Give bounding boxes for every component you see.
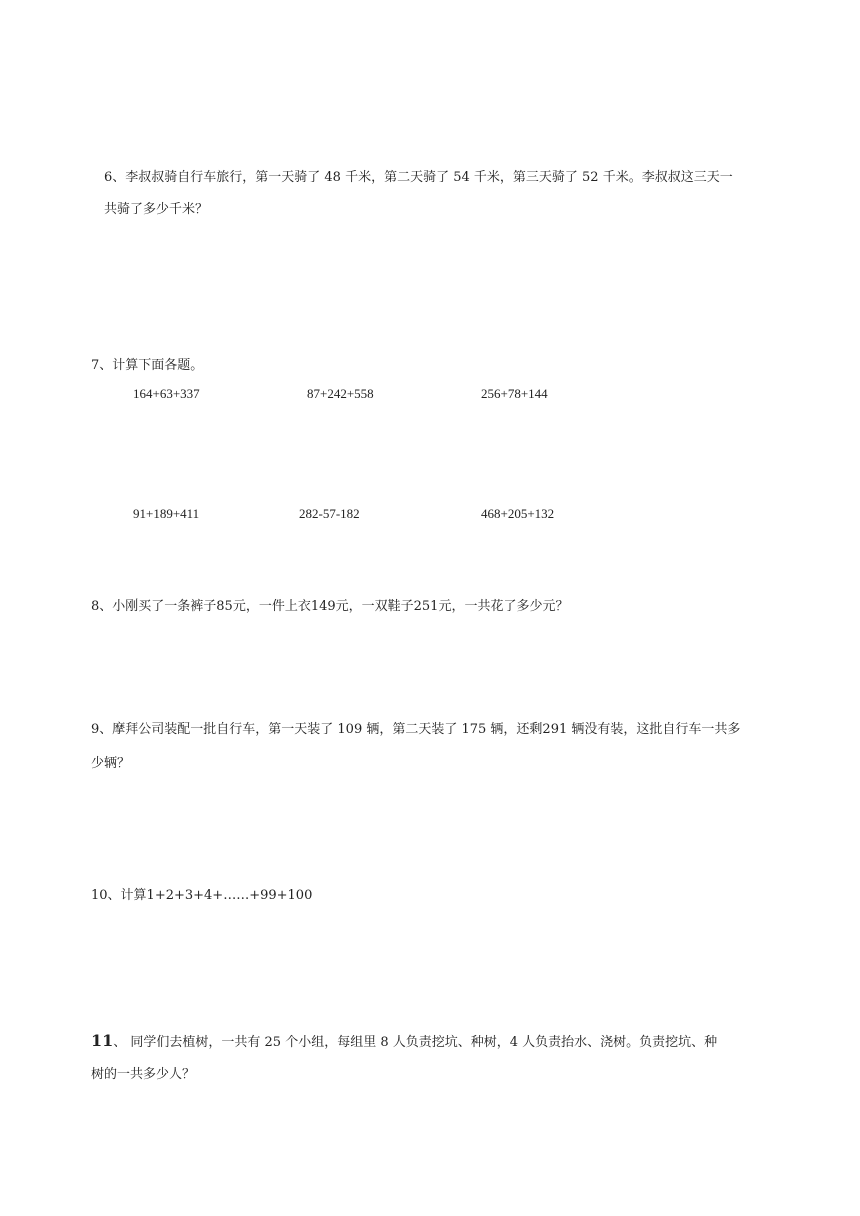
q7-expr-1: 164+63+337 (133, 386, 200, 401)
q11-line1 (91, 1033, 717, 1049)
q7-title: 7、计算下面各题。 (91, 358, 204, 373)
q7-expr-6: 468+205+132 (481, 506, 555, 521)
q7-expr-5: 282-57-182 (299, 506, 360, 521)
q11-text: 、 同学们去植树，一共有 25 个小组，每组里 8 人负责挖坑、种树，4 人负责抬水、浇树。负责挖坑、种 (113, 1035, 718, 1050)
q9-line1: 9、摩拜公司装配一批自行车，第一天装了 109 辆，第二天装了 175 辆，还剩291 辆没有装，这批自行车一共多 (91, 722, 741, 737)
q6-line2: 共骑了多少千米？ (104, 202, 209, 217)
q6-line1: 6、李叔叔骑自行车旅行，第一天骑了 48 千米，第二天骑了 54 千米，第三天骑了 52 千米。李叔叔这三天一 (104, 170, 733, 185)
q11-number: 11 (91, 1031, 114, 1050)
q9-line2: 少辆？ (91, 756, 131, 771)
q11-line2: 树的一共多少人？ (91, 1067, 196, 1082)
q7-expr-3: 256+78+144 (481, 386, 548, 401)
q10-line1: 10、计算1+2+3+4+……+99+100 (91, 888, 313, 903)
q7-expr-2: 87+242+558 (307, 386, 374, 401)
q7-expr-4: 91+189+411 (133, 506, 200, 521)
q8-line1: 8、小刚买了一条裤子85元，一件上衣149元，一双鞋子251元，一共花了多少元？ (91, 599, 569, 614)
